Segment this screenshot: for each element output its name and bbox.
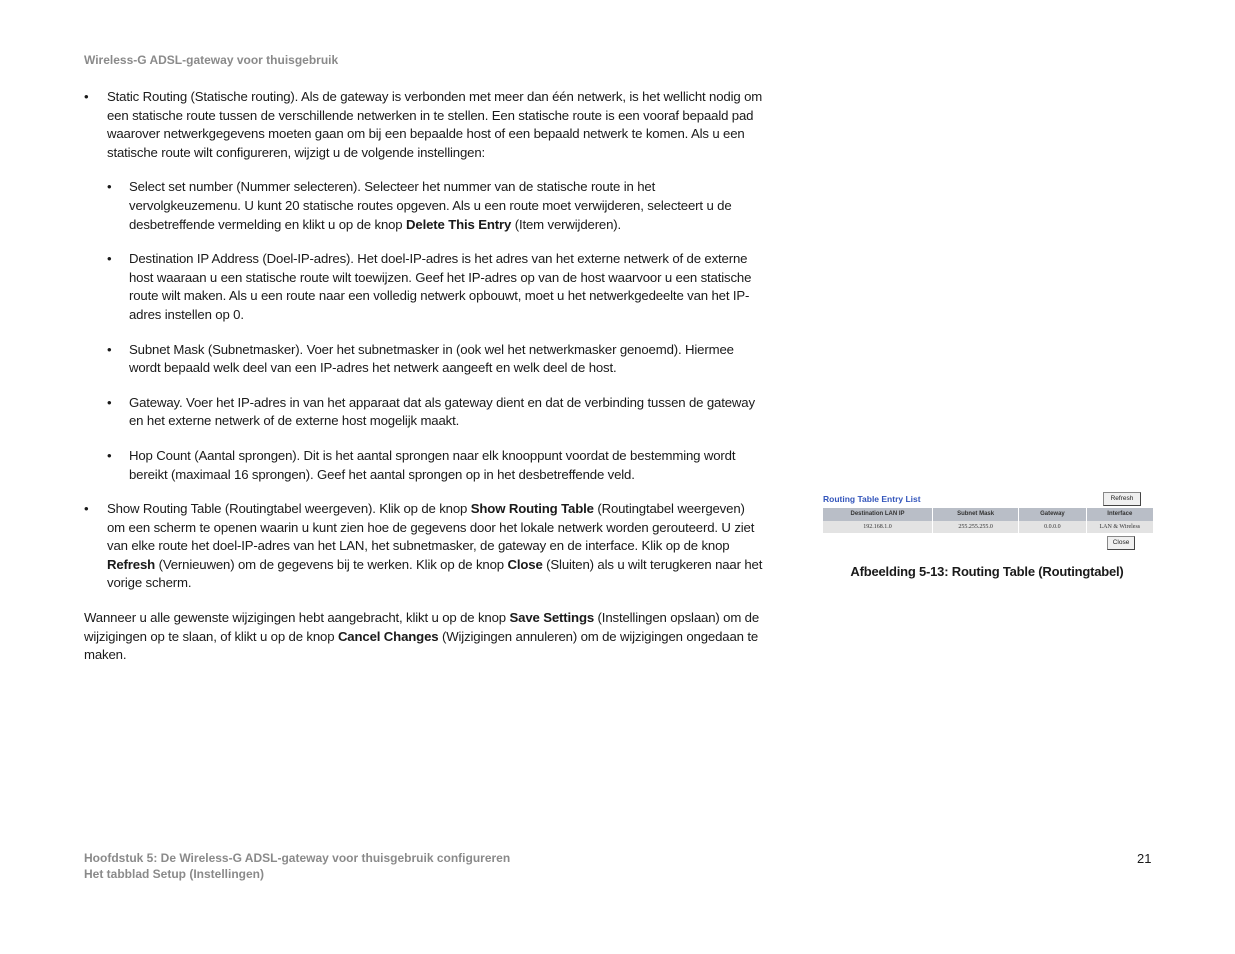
list-item-gateway <box>107 394 764 431</box>
bullet: • <box>84 89 89 104</box>
list-item-select-set <box>107 178 764 234</box>
table-cell: LAN & Wireless <box>1099 524 1141 530</box>
routing-table-screenshot <box>819 490 1155 552</box>
main-content <box>84 88 764 665</box>
figure-caption: Afbeelding 5-13: Routing Table (Routingtabel) <box>850 564 1124 579</box>
table-cell: 0.0.0.0 <box>1019 521 1086 533</box>
list-item-hop-count <box>107 447 764 484</box>
table-cell: 255.255.255.0 <box>933 521 1019 533</box>
column-header: Gateway <box>1019 508 1086 521</box>
page-number: 21 <box>1137 851 1152 866</box>
static-routing-settings-list <box>107 178 764 484</box>
column-header: Destination LAN IP <box>823 508 933 521</box>
final-paragraph: Wanneer u alle gewenste wijzigingen hebt aangebracht, klikt u op de knop Save Settings (Instellingen opslaan) om de wijzigingen op te slaan, of klikt u op de knop Cancel Changes (Wijzigingen annuleren) om de wijzigingen ongedaan te maken. <box>84 610 760 663</box>
refresh-button[interactable]: Refresh <box>1103 492 1141 506</box>
routing-table-title: Routing Table Entry List <box>823 494 921 504</box>
bullet: • <box>84 501 89 517</box>
close-button[interactable]: Close <box>1107 536 1135 550</box>
column-header: Interface <box>1107 511 1133 517</box>
column-header: Subnet Mask <box>933 508 1019 521</box>
hop-count-text: Hop Count (Aantal sprongen). Dit is het aantal sprongen naar elk knooppunt voordat de bestemming wordt bereikt (maximaal 16 sprongen). Geef het aantal sprongen op in het desbetreffende veld. <box>129 447 736 482</box>
routing-table-header <box>823 508 1153 521</box>
bullet: • <box>107 251 112 267</box>
footer-chapter: Hoofdstuk 5: De Wireless-G ADSL-gateway voor thuisgebruik configureren <box>84 851 511 865</box>
footer-section: Het tabblad Setup (Instellingen) <box>84 867 265 881</box>
list-item-destination-ip <box>107 250 764 324</box>
show-routing-text: Show Routing Table (Routingtabel weergeven). Klik op de knop Show Routing Table (Routingtabel weergeven) om een scherm te openen waarin u kunt zien hoe de gegevens door het lokale netwerk worden gerouteerd. U ziet van elke route het doel-IP-adres van het LAN, het subnetmasker, de gateway en de interface. Klik op de knop Refresh (Vernieuwen) om de gegevens bij te werken. Klik op de knop Close (Sluiten) als u wilt terugkeren naar het vorige scherm. <box>107 501 763 591</box>
running-header: Wireless-G ADSL-gateway voor thuisgebruik <box>84 53 339 67</box>
static-routing-text: Static Routing (Statische routing). Als de gateway is verbonden met meer dan één netwerk, is het wellicht nodig om een statische route tussen de verschillende netwerken in te stellen. Een statische route is een vooraf bepaald pad waarover netwerkgegevens moeten gaan om bij een bepaalde host of een bepaald netwerk te komen. Als u een statische route wilt configureren, wijzigt u de volgende instellingen: <box>107 89 763 160</box>
list-item-show-routing-table <box>84 500 764 593</box>
subnet-mask-text: Subnet Mask (Subnetmasker). Voer het subnetmasker in (ook wel het netwerkmasker genoemd). Hiermee wordt bepaald welk deel van een IP-adres het netwerk aangeeft en welk deel de host. <box>129 341 734 376</box>
select-set-text: Select set number (Nummer selecteren). Selecteer het nummer van de statische route in het vervolgkeuzemenu. U kunt 20 statische routes opgeven. Als u een route moet verwijderen, selecteert u de desbetreffende vermelding en klikt u op de knop Delete This Entry (Item verwijderen). <box>129 179 732 232</box>
table-cell: 192.168.1.0 <box>823 521 933 533</box>
bullet: • <box>107 179 112 195</box>
bullet: • <box>107 447 112 463</box>
bullet: • <box>107 341 112 357</box>
bullet: • <box>107 394 112 410</box>
table-row <box>823 521 1153 533</box>
list-item-static-routing <box>84 88 764 484</box>
list-item-subnet-mask <box>107 341 764 378</box>
gateway-text: Gateway. Voer het IP-adres in van het apparaat dat als gateway dient en dat de verbinding tussen de gateway en het externe netwerk of de externe host mogelijk maakt. <box>129 394 755 429</box>
destination-ip-text: Destination IP Address (Doel-IP-adres). Het doel-IP-adres is het adres van het externe netwerk of de externe host waaraan u een statische route wilt toewijzen. Geef het IP-adres op van de host waarvoor u een statische route wilt maken. Als u een route naar een volledig netwerk opbouwt, moet u het netwerkgedeelte van het IP-adres instellen op 0. <box>129 251 752 322</box>
